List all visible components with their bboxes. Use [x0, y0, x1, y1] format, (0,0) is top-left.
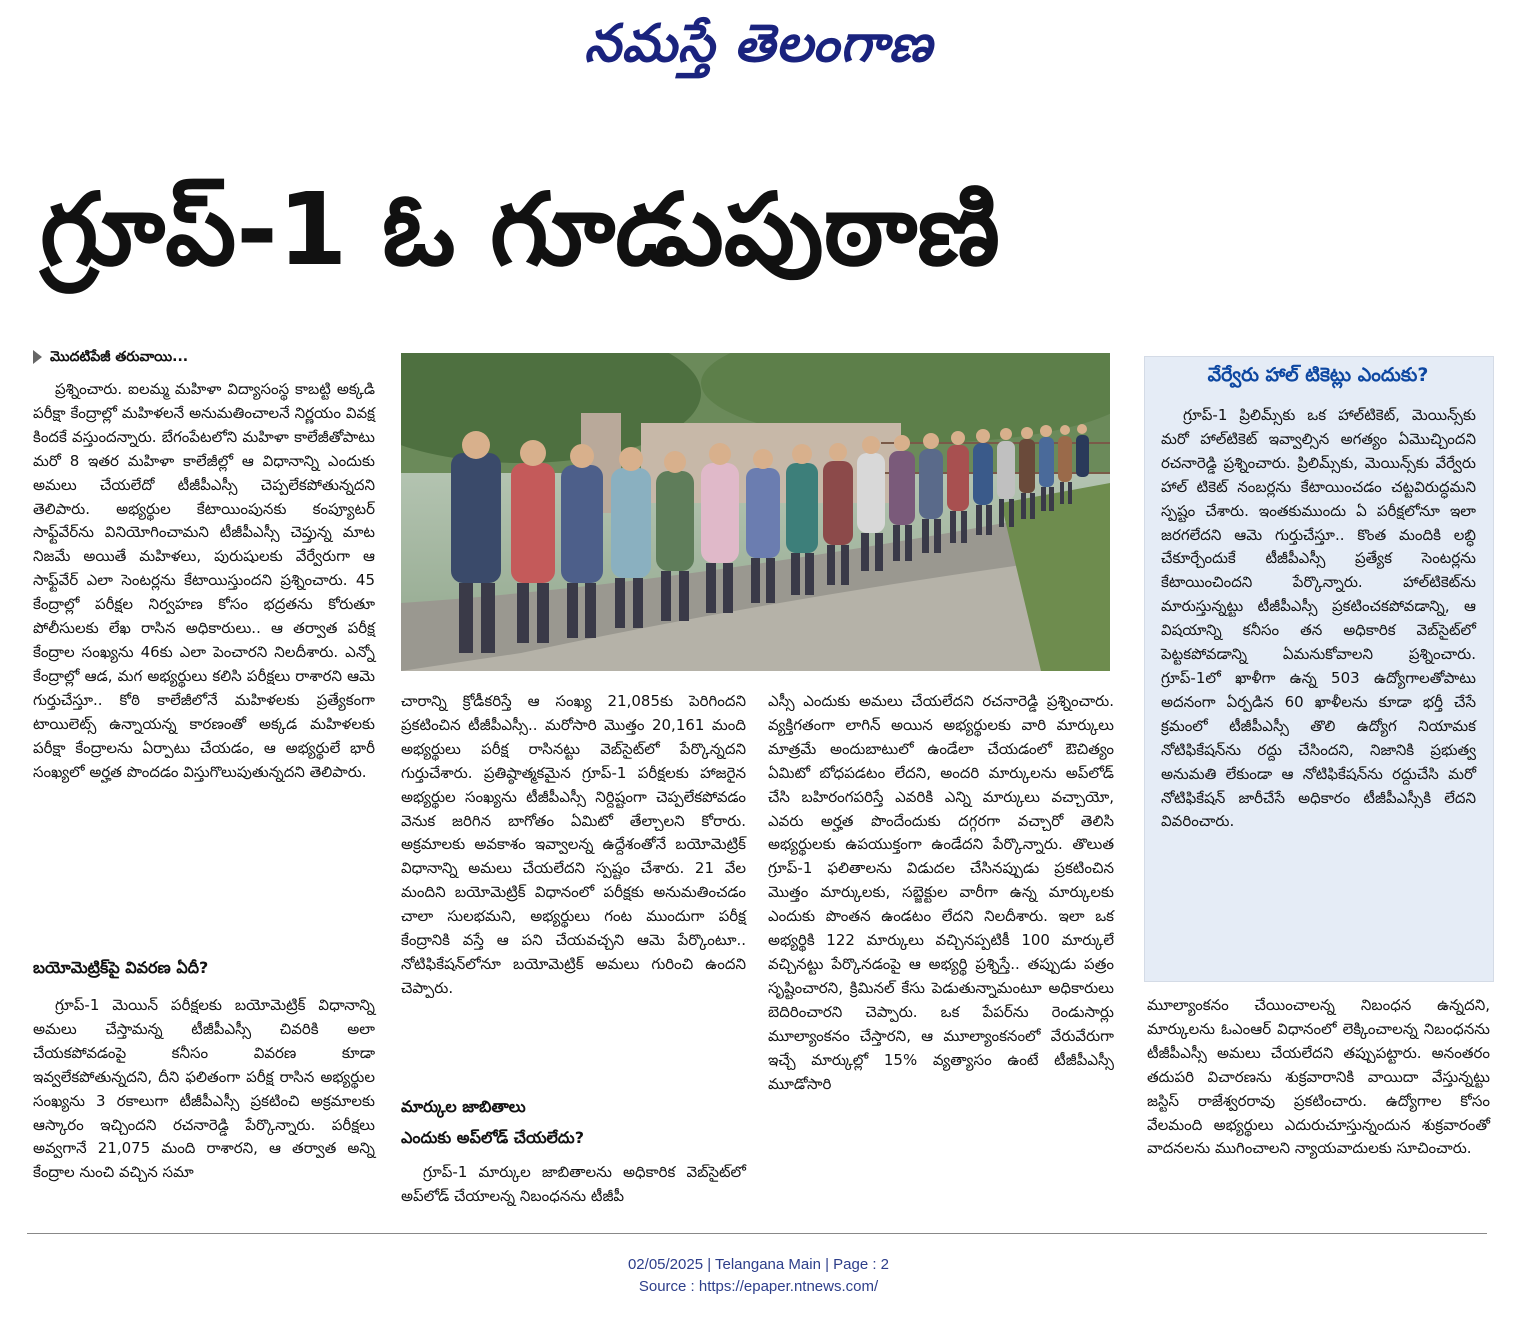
sidebar-title: వేర్వేరు హాల్ టికెట్లు ఎందుకు?: [1207, 364, 1429, 386]
column-2-cont: [401, 1161, 746, 1209]
col1-paragraph-1: ప్రశ్నించారు. ఐలమ్మ మహిళా విద్యాసంస్థ కాబట్టి అక్కడి పరీక్షా కేంద్రాల్లో మహిళలనే అనుమతించాలనే నిర్ణయం వివక్ష కిందకే వస్తుందన్నారు. బేగంపేటలోని మహిళా కాలేజీతోపాటు మరో 8 ఇతర మహిళా కాలేజీల్లో ఆ విధానాన్ని ఎందుకు అమలు చేయలేదో టీజీపీఎస్సీ చెప్పలేకపోతున్నదని తెలిపారు. అభ్యర్థుల కేటాయింపునకు కంప్యూటర్ సాఫ్ట్‌వేర్‌ను వినియోగించామని టీజీపీఎస్సీ చెప్తున్న మాట నిజమే అయితే మహిళలు, పురుషులకు వేర్వేరుగా ఆ సాఫ్ట్‌వేర్ ఎలా సెంటర్లను కేటాయిస్తుందని ప్రశ్నించారు. 45 కేంద్రాల్లో పరీక్షల నిర్వహణ కోసం భద్రతను కోరుతూ పోలీసులకు లేఖ రాసిన అధికారులు.. ఆ తర్వాత పరీక్ష కేంద్రాల సంఖ్యను 46కు ఎలా పెంచారని నిలదీశారు. ఎన్నో కేంద్రాల్లో ఆడ, మగ అభ్యర్థులు కలిసి పరీక్షలు రాశారని ఆమె గుర్తుచేస్తూ.. కోఠి కాలేజీలోనే మహిళలకు ప్రత్యేకంగా టాయిలెట్స్ ఉన్నాయన్న కారణంతో అక్కడ మహిళలకు పరీక్షా కేంద్రాలను ఏర్పాటు చేయడం, ఆ అభ్యర్థులే భారీ సంఖ్యలో అర్హత పొందడం విస్తుగొలుపుతున్నదని తెలిపారు.: [33, 380, 375, 781]
col2-paragraph-2: గ్రూప్-1 మార్కుల జాబితాలను అధికారిక వెబ్‌సైట్‌లో అప్‌లోడ్ చేయాలన్న నిబంధనను టీజీపీ: [401, 1163, 746, 1205]
col3-paragraph-1: ఎస్సీ ఎందుకు అమలు చేయలేదని రచనారెడ్డి ప్రశ్నించారు. వ్యక్తిగతంగా లాగిన్ అయిన అభ్యర్థులకు వారి మార్కులు మాత్రమే అందుబాటులో ఉండేలా చేయడంలో ఔచిత్యం ఏమిటో బోధపడటం లేదని, అందరి మార్కులను అప్‌లోడ్ చేసి బహిరంగపరిస్తే ఎవరికి ఎన్ని మార్కులు వచ్చాయో, ఎవరు అర్హత పొందేందుకు దగ్గరగా వచ్చారో తెలిసి అభ్యర్థులకు ఉపయుక్తంగా ఉండేదని పేర్కొన్నారు. తొలుత గ్రూప్-1 ఫలితాలను విడుదల చేసినప్పుడు ప్రకటించిన మొత్తం మార్కులకు, సబ్జెక్టుల వారీగా ఉన్న మార్కులకు ఎందుకు పొంతన ఉండటం లేదని నిలదీశారు. ఇలా ఒక అభ్యర్థికి 122 మార్కులు వచ్చినప్పటికీ 100 మార్కులే వచ్చినట్టు పేర్కొనడంపై ఆ అభ్యర్థి ప్రశ్నిస్తే.. తప్పుడు పత్రం సృష్టించారని, క్రిమినల్ కేసు పెడుతున్నామంటూ అధికారులు బెదిరించారని చెప్పారు. ఒక పేపర్‌ను రెండుసార్లు మూల్యాంకనం చేస్తారని, ఆ మూల్యాంకనంలో వేరువేరుగా ఇచ్చే మార్కుల్లో 15% వ్యత్యాసం ఉంటే టీజీపీఎస్సీ మూడోసారి: [768, 692, 1114, 1093]
masthead-logo: నమస్తే తెలంగాణ: [584, 14, 933, 74]
column-1: [33, 378, 375, 784]
column-1-cont: [33, 994, 375, 1185]
col1-paragraph-2: గ్రూప్-1 మెయిన్ పరీక్షలకు బయోమెట్రిక్ విధానాన్ని అమలు చేస్తామన్న టీజీపీఎస్సీ చివరికి అలా చేయకపోవడంపై కనీసం వివరణ కూడా ఇవ్వలేకపోతున్నదని, దీని ఫలితంగా పరీక్ష రాసిన అభ్యర్థుల సంఖ్యను 3 రకాలుగా టీజీపీఎస్సీ ప్రకటించి అక్రమాలకు ఆస్కారం ఇచ్చిందని రచనారెడ్డి పేర్కొన్నారు. పరీక్షలు అవ్వగానే 21,075 మంది రాశారని, ఆ తర్వాత అన్ని కేంద్రాల నుంచి వచ్చిన సమా: [33, 996, 375, 1182]
col2-subheading-2: ఎందుకు అప్‌లోడ్ చేయలేదు?: [401, 1128, 584, 1147]
footer-divider: [27, 1233, 1487, 1234]
column-2: [401, 690, 746, 1001]
col2-subheading-1: మార్కుల జాబితాలు: [401, 1097, 526, 1116]
continued-kicker: [33, 349, 188, 368]
column-3: [768, 690, 1114, 1096]
col1-subheading: బయోమెట్రిక్‌పై వివరణ ఏదీ?: [33, 958, 209, 977]
kicker-text: మొదటిపేజీ తరువాయి...: [50, 349, 189, 365]
col4-paragraph-1: మూల్యాంకనం చేయించాలన్న నిబంధన ఉన్నదని, మార్కులను ఓఎంఆర్ విధానంలో లెక్కించాలన్న నిబంధనను టీజీపీఎస్సీ అమలు చేయలేదని తప్పుపట్టారు. అనంతరం తదుపరి విచారణను శుక్రవారానికి వాయిదా వేస్తున్నట్టు జస్టిస్ రాజేశ్వరరావు ప్రకటించారు. ఉద్యోగాల కోసం వేలమంది అభ్యర్థులు ఎదురుచూస్తున్నందున శుక్రవారంతో వాదనలను ముగించాలని న్యాయవాదులకు సూచించారు.: [1147, 996, 1490, 1158]
sidebar-body: [1161, 404, 1476, 834]
photo-image: [401, 353, 1110, 671]
footer-dateline: 02/05/2025 | Telangana Main | Page : 2: [627, 1256, 890, 1273]
chevron-right-icon: [33, 350, 42, 364]
queue-photo: [401, 353, 1110, 671]
footer-source: Source : https://epaper.ntnews.com/: [638, 1278, 879, 1295]
col2-paragraph-1: చారాన్ని క్రోడీకరిస్తే ఆ సంఖ్య 21,085కు పెరిగిందని ప్రకటించిన టీజీపీఎస్సీ.. మరోసారి మొత్తం 20,161 మంది అభ్యర్థులు పరీక్ష రాసినట్టు వెబ్‌సైట్‌లో పేర్కొన్నదని గుర్తుచేశారు. ప్రతిష్ఠాత్మకమైన గ్రూప్-1 పరీక్షలకు హాజరైన అభ్యర్థుల సంఖ్యను టీజీపీఎస్సీ నిర్దిష్టంగా చెప్పలేకపోవడం వెనుక జరిగిన బాగోతం ఏమిటో తేల్చాలని కోరారు. అక్రమాలకు అవకాశం ఇవ్వాలన్న ఉద్దేశంతోనే బయోమెట్రిక్ విధానాన్ని అమలు చేయలేదని స్పష్టం చేశారు. 21 వేల మందిని బయోమెట్రిక్ విధానంలో పరీక్షకు అనుమతించడం చాలా సులభమని, అభ్యర్థులు గంట ముందుగా పరీక్ష కేంద్రానికి వస్తే ఆ పని చేయవచ్చని ఆమె పేర్కొంటూ.. నోటిఫికేషన్‌లోనూ బయోమెట్రిక్ అమలు గురించి ఉందని చెప్పారు.: [401, 692, 746, 997]
sidebar-paragraph: గ్రూప్-1 ప్రిలిమ్స్‌కు ఒక హాల్‌టికెట్, మెయిన్స్‌కు మరో హాల్‌టికెట్ ఇవ్వాల్సిన అగత్యం ఏమొచ్చిందని రచనారెడ్డి ప్రశ్నించారు. ప్రిలిమ్స్‌కు, మెయిన్స్‌కు వేర్వేరు హాల్ టికెట్ నంబర్లను కేటాయించడం చట్టవిరుద్ధమని స్పష్టం చేశారు. ఇంతకుముందు ఏ పరీక్షలోనూ ఇలా జరగలేదని ఆమె గుర్తుచేస్తూ.. కొంత మందికి లబ్ధి చేకూర్చేందుకే టీజీపీఎస్సీ ప్రత్యేక సెంటర్లను కేటాయించిందని పేర్కొన్నారు. హాల్‌టికెట్‌ను మారుస్తున్నట్టు టీజీపీఎస్సీ ప్రకటించకపోవడాన్ని, ఆ విషయాన్ని కనీసం తన అధికారిక వెబ్‌సైట్‌లో పెట్టకపోవడాన్ని ఏమనుకోవాలని ప్రశ్నించారు. గ్రూప్-1లో ఖాళీగా ఉన్న 503 ఉద్యోగాలతోపాటు అదనంగా ఏర్పడిన 60 ఖాళీలను కూడా భర్తీ చేసే క్రమంలో టీజీపీఎస్సీ తొలి ఉద్యోగ నియామక నోటిఫికేషన్‌ను రద్దు చేసిందని, నిజానికి ప్రభుత్వ అనుమతి లేకుండా ఆ నోటిఫికేషన్‌ను రద్దుచేసి మరో నోటిఫికేషన్ జారీచేసే అధికారం టీజీపీఎస్సీకి లేదని వివరించారు.: [1161, 406, 1476, 831]
headline: గ్రూప్-1 ఓ గూడుపుఠాణి: [40, 171, 1000, 288]
column-4: [1147, 994, 1490, 1161]
